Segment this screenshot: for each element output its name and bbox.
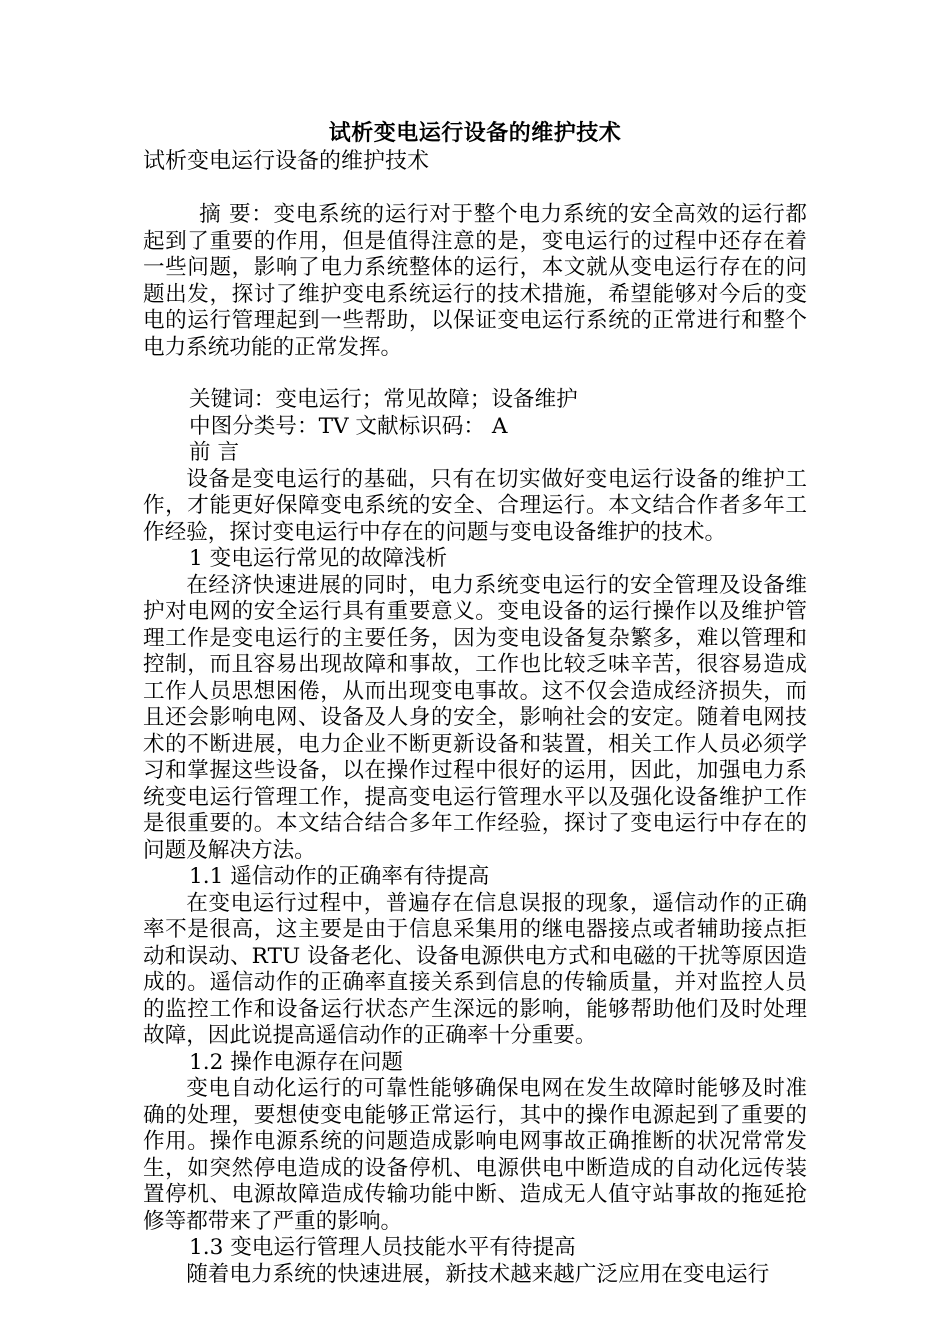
- section-1-2-heading: 1.2 操作电源存在问题: [189, 1049, 403, 1075]
- section-1-heading: 1 变电运行常见的故障浅析: [189, 546, 448, 571]
- document-title: 试析变电运行设备的维护技术: [328, 120, 622, 146]
- preface-paragraph: 设备是变电运行的基础，只有在切实做好变电运行设备的维护工作，才能更好保障变电系统的安全、合理运行。本文结合作者多年工作经验，探讨变电运行中存在的问题与变电设备维护的技术。: [143, 466, 807, 545]
- section-1-3-heading: 1.3 变电运行管理人员技能水平有待提高: [189, 1235, 576, 1260]
- keywords-line: 关键词：变电运行；常见故障；设备维护: [189, 387, 578, 412]
- section-1-1-paragraph: 在变电运行过程中，普遍存在信息误报的现象，遥信动作的正确率不是很高，这主要是由于信息采集用的继电器接点或者辅助接点拒动和误动、RTU 设备老化、设备电源供电方式和电磁的干扰等原因造成的。遥信动作的正确率直接关系到信息的传输质量，并对监控人员的监控工作和设备运行状态产生深远的影响，能够帮助他们及时处理故障，因此说提高遥信动作的正确率十分重要。: [143, 890, 807, 1048]
- preface-heading: 前 言: [189, 440, 240, 465]
- section-1-1-heading: 1.1 遥信动作的正确率有待提高: [189, 864, 490, 889]
- abstract-paragraph: 摘 要：变电系统的运行对于整个电力系统的安全高效的运行都起到了重要的作用，但是值得注意的是，变电运行的过程中还存在着一些问题，影响了电力系统整体的运行，本文就从变电运行存在的问题出发，探讨了维护变电系统运行的技术措施，希望能够对今后的变电的运行管理起到一些帮助，以保证变电运行系统的正常进行和整个电力系统功能的正常发挥。: [143, 202, 807, 360]
- classification-line: 中图分类号：TV 文献标识码： A: [189, 413, 508, 439]
- section-1-paragraph: 在经济快速进展的同时，电力系统变电运行的安全管理及设备维护对电网的安全运行具有重要意义。变电设备的运行操作以及维护管理工作是变电运行的主要任务，因为变电设备复杂繁多，难以管理和控制，而且容易出现故障和事故，工作也比较乏味辛苦，很容易造成工作人员思想困倦，从而出现变电事故。这不仅会造成经济损失，而且还会影响电网、设备及人身的安全，影响社会的安定。随着电网技术的不断进展，电力企业不断更新设备和装置，相关工作人员必须学习和掌握这些设备，以在操作过程中很好的运用，因此，加强电力系统变电运行管理工作，提高变电运行管理水平以及强化设备维护工作是很重要的。本文结合结合多年工作经验，探讨了变电运行中存在的问题及解决方法。: [143, 572, 807, 863]
- section-1-3-paragraph: 随着电力系统的快速进展，新技术越来越广泛应用在变电运行: [186, 1261, 770, 1287]
- section-1-2-paragraph: 变电自动化运行的可靠性能够确保电网在发生故障时能够及时准确的处理，要想使变电能够正常运行，其中的操作电源起到了重要的作用。操作电源系统的问题造成影响电网事故正确推断的状况常常发生，如突然停电造成的设备停机、电源供电中断造成的自动化远传装置停机、电源故障造成传输功能中断、造成无人值守站事故的拖延抢修等都带来了严重的影响。: [143, 1076, 807, 1234]
- document-subtitle: 试析变电运行设备的维护技术: [143, 149, 430, 174]
- document-page: [143, 118, 807, 1288]
